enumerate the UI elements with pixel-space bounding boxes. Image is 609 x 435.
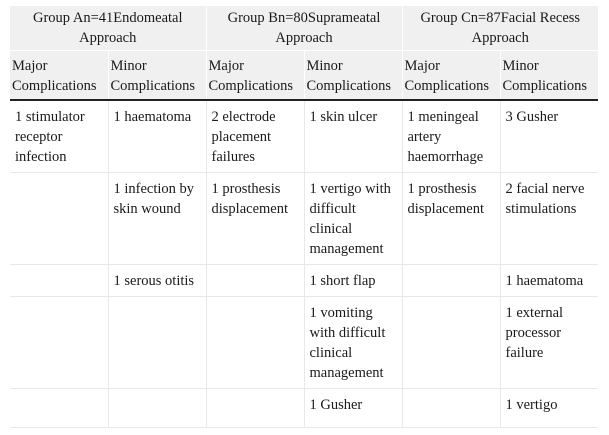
group-b-minor-header: Minor Complications <box>304 51 402 101</box>
table-cell: 1 haematoma <box>500 265 598 297</box>
table-row <box>10 265 598 297</box>
group-b-header: Group Bn=80Suprameatal Approach <box>206 6 402 51</box>
group-b-major-header: Major Complications <box>206 51 304 101</box>
table-cell <box>10 173 108 265</box>
table-cell: 1 skin ulcer <box>304 100 402 173</box>
table-cell <box>206 297 304 389</box>
group-c-header: Group Cn=87Facial Recess Approach <box>402 6 598 51</box>
table-cell: 1 vomiting with difficult clinical management <box>304 297 402 389</box>
table-cell: 1 prosthesis displacement <box>206 173 304 265</box>
group-c-major-header: Major Complications <box>402 51 500 101</box>
group-a-major-header: Major Complications <box>10 51 108 101</box>
table-cell <box>10 297 108 389</box>
table-cell: 1 external processor failure <box>500 297 598 389</box>
table-cell: 1 stimulator receptor infection <box>10 100 108 173</box>
table-cell: 1 vertigo <box>500 389 598 428</box>
complications-table <box>10 6 598 428</box>
table-cell: 1 prosthesis displacement <box>402 173 500 265</box>
subheader-row <box>10 51 598 101</box>
table-cell <box>402 297 500 389</box>
table-cell <box>108 297 206 389</box>
table-cell <box>10 389 108 428</box>
table-row <box>10 100 598 173</box>
table-cell <box>108 389 206 428</box>
table-cell: 1 short flap <box>304 265 402 297</box>
table-cell: 1 vertigo with difficult clinical management <box>304 173 402 265</box>
table-cell <box>206 389 304 428</box>
table-cell <box>10 265 108 297</box>
table-cell: 2 facial nerve stimulations <box>500 173 598 265</box>
group-a-header: Group An=41Endomeatal Approach <box>10 6 206 51</box>
group-a-minor-header: Minor Complications <box>108 51 206 101</box>
table-cell <box>402 389 500 428</box>
table-cell <box>402 265 500 297</box>
table-row <box>10 297 598 389</box>
table-cell: 1 meningeal artery haemorrhage <box>402 100 500 173</box>
group-c-minor-header: Minor Complications <box>500 51 598 101</box>
table-cell: 2 electrode placement failures <box>206 100 304 173</box>
table-row <box>10 173 598 265</box>
table-cell <box>206 265 304 297</box>
table-cell: 1 Gusher <box>304 389 402 428</box>
table-row <box>10 389 598 428</box>
table-cell: 3 Gusher <box>500 100 598 173</box>
group-header-row <box>10 6 598 51</box>
table-cell: 1 serous otitis <box>108 265 206 297</box>
table-cell: 1 haematoma <box>108 100 206 173</box>
table-cell: 1 infection by skin wound <box>108 173 206 265</box>
